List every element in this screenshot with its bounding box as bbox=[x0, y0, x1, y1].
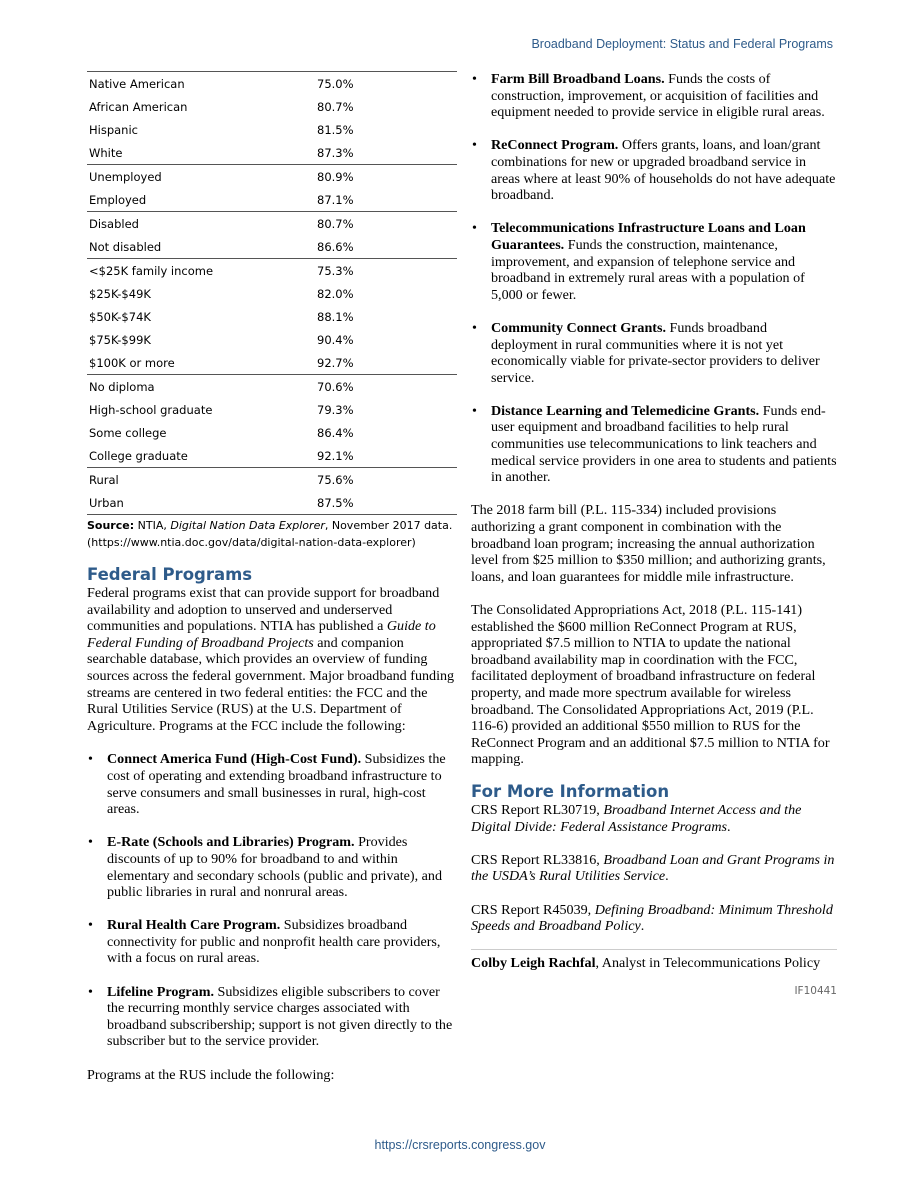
bullet-icon: • bbox=[472, 319, 477, 336]
product-id: IF10441 bbox=[794, 985, 837, 998]
footer-url[interactable]: https://crsreports.congress.gov bbox=[374, 1138, 546, 1152]
list-item bbox=[471, 403, 837, 486]
table-row bbox=[87, 72, 457, 96]
fcc-program-list bbox=[87, 751, 457, 1050]
report-citation bbox=[471, 852, 837, 885]
left-column bbox=[87, 71, 457, 1083]
bullet-icon: • bbox=[472, 220, 477, 237]
program-name: Distance Learning and Telemedicine Grants. bbox=[491, 402, 760, 419]
source-post: , November 2017 data. (https://www.ntia.doc.gov/data/digital-nation-data-explorer) bbox=[87, 519, 453, 549]
list-item bbox=[87, 834, 457, 900]
source-title: Digital Nation Data Explorer bbox=[170, 519, 325, 532]
row-value: 80.7% bbox=[317, 99, 354, 114]
program-name: Community Connect Grants. bbox=[491, 319, 666, 336]
intro-text-1: Federal programs exist that can provide support for broadband availability and adoption to unserved and underserved communities and populations. NTIA has published a bbox=[87, 585, 440, 635]
row-label: Rural bbox=[87, 468, 315, 492]
list-item bbox=[87, 917, 457, 967]
table-row bbox=[87, 235, 457, 259]
row-label: $50K-$74K bbox=[89, 309, 151, 324]
list-item bbox=[471, 220, 837, 303]
row-label: $100K or more bbox=[89, 355, 175, 370]
report-title: Broadband Loan and Grant Programs in the USDA’s Rural Utilities Service bbox=[471, 851, 835, 885]
table-row bbox=[87, 398, 457, 421]
table-row bbox=[87, 468, 457, 492]
author-name: Colby Leigh Rachfal bbox=[471, 954, 596, 971]
row-value: 92.7% bbox=[317, 355, 354, 370]
table-row bbox=[87, 188, 457, 212]
row-value: 79.3% bbox=[317, 402, 354, 417]
running-header: Broadband Deployment: Status and Federal Programs bbox=[531, 37, 833, 51]
row-label: <$25K family income bbox=[87, 259, 315, 283]
bullet-icon: • bbox=[88, 917, 93, 934]
row-label: Some college bbox=[89, 425, 167, 440]
table-row bbox=[87, 259, 457, 283]
bullet-icon: • bbox=[472, 71, 477, 87]
row-value: 75.0% bbox=[317, 76, 354, 91]
program-description: Provides discounts of up to 90% for broadband to and within elementary and secondary schools (public and private), and public libraries in rural and nonrural areas. bbox=[107, 834, 442, 901]
row-value: 81.5% bbox=[317, 122, 354, 137]
divider bbox=[471, 949, 837, 950]
table-row bbox=[87, 491, 457, 515]
guide-title: Guide to Federal Funding of Broadband Projects bbox=[87, 618, 436, 651]
program-name: Lifeline Program. bbox=[107, 983, 214, 1000]
broadband-adoption-table bbox=[87, 71, 457, 515]
report-number: CRS Report R45039, bbox=[471, 901, 595, 918]
row-label: $75K-$99K bbox=[89, 332, 151, 347]
row-label: Disabled bbox=[87, 212, 315, 236]
report-suffix: . bbox=[665, 868, 669, 885]
row-value: 80.7% bbox=[315, 212, 457, 236]
source-pre: NTIA, bbox=[134, 519, 171, 532]
bullet-icon: • bbox=[472, 137, 477, 154]
program-name: Telecommunications Infrastructure Loans and Loan Guarantees. bbox=[491, 220, 806, 253]
list-item bbox=[471, 320, 837, 386]
table-row bbox=[87, 444, 457, 468]
federal-intro-paragraph bbox=[87, 585, 457, 734]
row-value: 82.0% bbox=[317, 286, 354, 301]
bullet-icon: • bbox=[472, 402, 477, 419]
report-suffix: . bbox=[640, 918, 645, 935]
table-row bbox=[87, 95, 457, 118]
list-item bbox=[87, 984, 457, 1050]
table-row bbox=[87, 212, 457, 236]
report-citation bbox=[471, 902, 837, 935]
row-label: College graduate bbox=[89, 448, 188, 463]
report-title: Defining Broadband: Minimum Threshold Speeds and Broadband Policy bbox=[471, 901, 833, 935]
row-value: 86.4% bbox=[317, 425, 354, 440]
table-row bbox=[87, 328, 457, 351]
row-label: $25K-$49K bbox=[89, 286, 151, 301]
table-row bbox=[87, 141, 457, 165]
program-name: ReConnect Program. bbox=[491, 137, 619, 154]
row-label: Hispanic bbox=[89, 122, 138, 137]
list-item bbox=[471, 71, 837, 121]
rus-intro: Programs at the RUS include the following: bbox=[87, 1066, 335, 1083]
table-row bbox=[87, 118, 457, 141]
report-number: CRS Report RL30719, bbox=[471, 801, 604, 818]
report-title: Broadband Internet Access and the Digital Divide: Federal Assistance Programs bbox=[471, 801, 802, 835]
source-label: Source: bbox=[87, 519, 135, 532]
bullet-icon: • bbox=[88, 983, 93, 1000]
row-label: Unemployed bbox=[87, 165, 315, 189]
table-row bbox=[87, 351, 457, 375]
row-label: No diploma bbox=[87, 375, 315, 399]
program-name: Farm Bill Broadband Loans. bbox=[491, 71, 665, 87]
row-value: 75.3% bbox=[315, 259, 457, 283]
bullet-icon: • bbox=[88, 834, 93, 851]
rus-program-list bbox=[471, 71, 837, 486]
author-line bbox=[471, 955, 837, 972]
row-value: 90.4% bbox=[317, 332, 354, 347]
program-description: Subsidizes eligible subscribers to cover the recurring monthly service charges associated with broadband subscribership; support is not given directly to the subscriber but to the service provider. bbox=[107, 983, 453, 1050]
row-label: Urban bbox=[89, 495, 124, 510]
program-description: Subsidizes the cost of operating and extending broadband infrastructure to serve consumers and small businesses in rural, high-cost areas. bbox=[107, 751, 446, 818]
list-item bbox=[471, 137, 837, 203]
row-value: 87.5% bbox=[317, 495, 354, 510]
bullet-icon: • bbox=[88, 751, 93, 768]
table-row bbox=[87, 165, 457, 189]
row-label: Native American bbox=[89, 76, 185, 91]
table-source-note bbox=[87, 517, 457, 551]
row-label: African American bbox=[89, 99, 188, 114]
row-value: 87.3% bbox=[317, 145, 354, 160]
row-value: 80.9% bbox=[315, 165, 457, 189]
report-suffix: . bbox=[727, 818, 731, 835]
row-value: 75.6% bbox=[315, 468, 457, 492]
row-value: 86.6% bbox=[317, 239, 354, 254]
more-info-heading: For More Information bbox=[471, 781, 670, 801]
row-label: High-school graduate bbox=[89, 402, 213, 417]
row-value: 88.1% bbox=[317, 309, 354, 324]
program-name: Connect America Fund (High-Cost Fund). bbox=[107, 751, 362, 768]
table-row bbox=[87, 421, 457, 444]
federal-programs-heading: Federal Programs bbox=[87, 565, 253, 584]
report-number: CRS Report RL33816, bbox=[471, 851, 604, 868]
row-label: Employed bbox=[89, 192, 147, 207]
report-citation bbox=[471, 802, 837, 835]
right-column bbox=[471, 71, 837, 997]
program-description: Subsidizes broadband connectivity for public and nonprofit health care providers, with a focus on rural areas. bbox=[107, 917, 441, 967]
appropriations-paragraph: The Consolidated Appropriations Act, 2018 (P.L. 115-141) established the $600 million ReConnect Program at RUS, appropriated $7.5 million to NTIA to update the national broadband availability map in coordination with the FCC, facilitated deployment of broadband infrastructure on federal property, and made more spectrum available for wireless broadband. The Consolidated Appropriations Act, 2019 (P.L. 116-6) provided an additional $550 million to RUS for the ReConnect Program and an additional $7.5 million to NTIA for mapping. bbox=[471, 602, 830, 768]
row-label: White bbox=[89, 145, 123, 160]
row-value: 87.1% bbox=[317, 192, 354, 207]
farm-bill-paragraph: The 2018 farm bill (P.L. 115-334) included provisions authorizing a grant component in combination with the broadband loan program; increasing the annual authorization level from $25 million to $350 million; and authorizing grants, loans, and loan guarantees for middle mile infrastructure. bbox=[471, 502, 826, 585]
program-name: Rural Health Care Program. bbox=[107, 917, 281, 934]
program-description: Funds the construction, maintenance, improvement, and expansion of telephone service and broadband in extremely rural areas with a population of 5,000 or fewer. bbox=[491, 236, 805, 303]
row-value: 92.1% bbox=[317, 448, 354, 463]
list-item bbox=[87, 751, 457, 817]
row-value: 70.6% bbox=[315, 375, 457, 399]
table-row bbox=[87, 305, 457, 328]
program-name: E-Rate (Schools and Libraries) Program. bbox=[107, 834, 355, 851]
program-description: Offers grants, loans, and loan/grant combinations for new or upgraded broadband service in areas where at least 90% of households do not have adequate broadband. bbox=[491, 137, 836, 204]
intro-text-2: and companion searchable database, which provides an overview of funding sources across the federal government. Major broadband funding streams are centered in two federal entities: the FCC and the Rural Utilities Service (RUS) at the U.S. Department of Agriculture. Programs at the FCC include the following: bbox=[87, 634, 455, 734]
program-description: Funds the costs of construction, improvement, or acquisition of facilities and equipment needed to provide service in eligible rural areas. bbox=[491, 71, 825, 121]
table-row bbox=[87, 375, 457, 399]
table-row bbox=[87, 282, 457, 305]
row-label: Not disabled bbox=[89, 239, 162, 254]
program-description: Funds broadband deployment in rural communities where it is not yet economically viable for private-sector providers to deliver service. bbox=[491, 319, 820, 386]
author-role: , Analyst in Telecommunications Policy bbox=[595, 954, 821, 971]
program-description: Funds end-user equipment and broadband facilities to help rural communities use telecommunications to link teachers and medical service providers in one area to students and patients in another. bbox=[491, 402, 837, 486]
